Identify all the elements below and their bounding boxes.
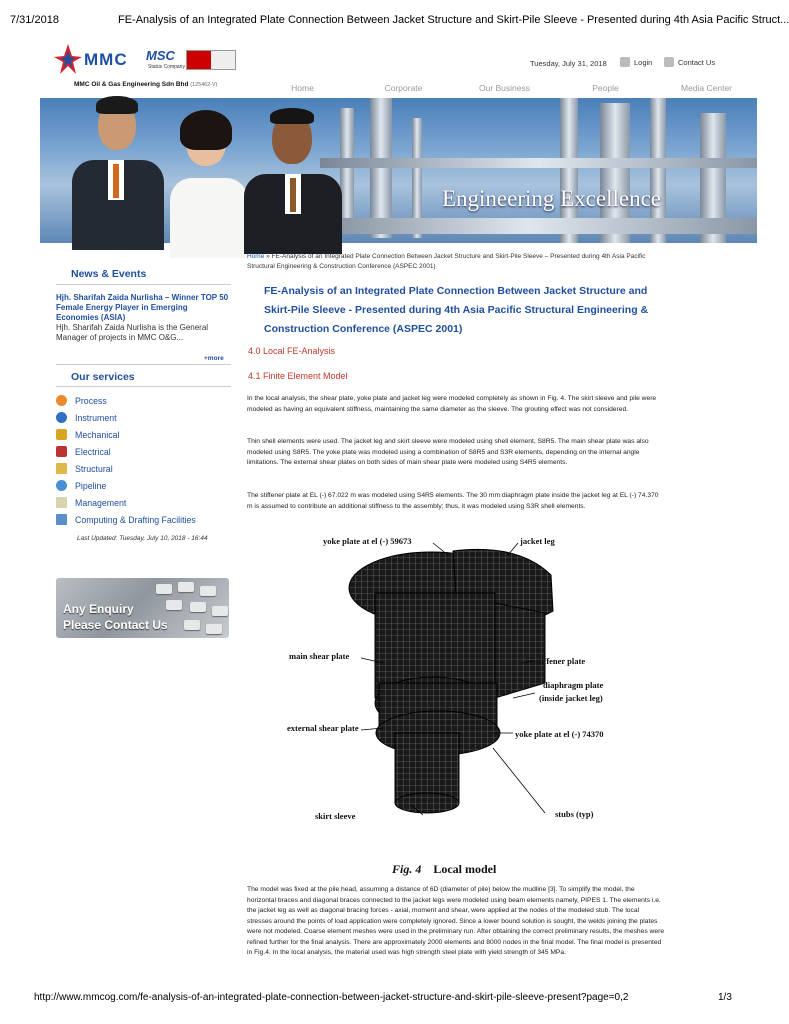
banner-pipe xyxy=(320,158,757,168)
service-management[interactable] xyxy=(56,494,231,511)
structure-icon xyxy=(56,463,67,474)
subsection-heading: 4.1 Finite Element Model xyxy=(248,371,348,381)
service-structural[interactable] xyxy=(56,460,231,477)
login-icon xyxy=(620,57,630,67)
label-yoke-top: yoke plate at el (-) 59673 xyxy=(323,536,412,546)
login-label: Login xyxy=(634,57,653,67)
msc-logo-text: MSC xyxy=(146,48,175,63)
msc-logo-sub: Status Company xyxy=(148,64,185,70)
nav-people[interactable]: People xyxy=(592,83,619,93)
pipeline-icon xyxy=(56,480,67,491)
enquiry-line2: Please Contact Us xyxy=(63,618,168,632)
service-instrument[interactable] xyxy=(56,409,231,426)
banner-person-left xyxy=(68,98,168,243)
service-label: Computing & Drafting Facilities xyxy=(75,514,196,525)
company-name xyxy=(74,81,217,88)
banner-person-middle xyxy=(170,108,250,243)
mmc-star-icon xyxy=(54,44,82,74)
service-label: Electrical xyxy=(75,446,111,457)
contact-us-label: Contact Us xyxy=(678,57,716,67)
print-url: http://www.mmcog.com/fe-analysis-of-an-integrated-plate-connection-between-jacket-structure-and-skirt-pile-sleeve-present?page=0,2 xyxy=(34,992,629,1003)
service-label: Process xyxy=(75,395,107,406)
service-label: Management xyxy=(75,497,127,508)
more-link[interactable]: +more xyxy=(204,355,224,362)
section-heading: 4.0 Local FE-Analysis xyxy=(248,346,336,356)
company-reg: (125462-V) xyxy=(190,82,218,88)
label-main-shear: main shear plate xyxy=(289,651,350,661)
banner-title: Engineering Excellence xyxy=(441,186,661,211)
breadcrumb-current: » FE-Analysis of an Integrated Plate Connection Between Jacket Structure and Skirt-Pile Sleeve – Presented during 4th Asia Pacific Structural Engineering & Construction Conference (ASPEC 2001) xyxy=(247,253,646,270)
paragraph-4: The model was fixed at the pile head, assuming a distance of 6D (diameter of pile) below the mudline [3]. To simplify the model, the horizontal braces and diagonal braces connected to the jacket legs were modeled using beam elements namely, PIPES 1. The elements i.e. the jacket leg as well as diagonal bracing forces - axial, moment and shear, were applied at the nodes of the modeled stub. The local stresses around the points of load application were completely ignored. Since a lower bound solution is sought, the welds joining the plates were not modeled. Coarse element meshes were used in the preliminary run. After obtaining the correct preliminary results, the meshes were refined further for the final analysis. There are approximately 2000 elements and 8000 nodes in the final model. The final model is presented in Fig.4. In the local analysis, the material used was high strength steel plate with yield strength of 345 MPa. xyxy=(247,886,665,956)
computer-icon xyxy=(56,514,67,525)
envelope-icon xyxy=(664,57,674,67)
news-item-title[interactable]: Hjh. Sharifah Zaida Nurlisha – Winner TOP 50 Female Energy Player in Emerging Economies (ASIA) xyxy=(56,293,229,322)
label-yoke-bottom: yoke plate at el (-) 74370 xyxy=(515,729,604,739)
nav-our-business[interactable]: Our Business xyxy=(478,83,531,93)
figure-caption-text: Local model xyxy=(433,862,497,876)
site-logo[interactable] xyxy=(54,42,244,80)
service-label: Instrument xyxy=(75,412,117,423)
label-jacket-leg: jacket leg xyxy=(520,536,555,546)
service-pipeline[interactable] xyxy=(56,477,231,494)
label-stubs: stubs (typ) xyxy=(555,809,594,819)
service-label: Pipeline xyxy=(75,480,107,491)
banner-pipe xyxy=(300,218,757,234)
label-skirt-sleeve: skirt sleeve xyxy=(315,811,356,821)
banner-person-right xyxy=(240,110,345,243)
mmc-logo-text: MMC xyxy=(84,50,128,69)
divider xyxy=(56,284,231,285)
nav-corporate[interactable]: Corporate xyxy=(384,83,423,93)
enquiry-banner[interactable] xyxy=(56,578,229,638)
service-electrical[interactable] xyxy=(56,443,231,460)
service-label: Mechanical xyxy=(75,429,120,440)
document-icon xyxy=(56,497,67,508)
label-stiffener: stiffener plate xyxy=(535,656,586,666)
news-item[interactable] xyxy=(56,293,231,342)
our-services-heading: Our services xyxy=(71,371,135,383)
news-item-desc: Hjh. Sharifah Zaida Nurlisha is the General Manager of projects in MMC O&G... xyxy=(56,323,209,342)
print-page-number: 1/3 xyxy=(718,992,732,1003)
process-icon xyxy=(56,395,67,406)
plug-icon xyxy=(56,446,67,457)
article-title: FE-Analysis of an Integrated Plate Connection Between Jacket Structure and Skirt-Pile Sleeve - Presented during 4th Asia Pacific Structural Engineering & Construction Conference (ASPEC 2001) xyxy=(264,285,649,335)
nav-home[interactable]: Home xyxy=(291,83,314,93)
paragraph-2: Thin shell elements were used. The jacket leg and skirt sleeve were modeled using shell element, S8R5. The main shear plate was also modeled using S8R5. The yoke plate was modeled using a combination of S8R5 and S3R elements, depending on the internal angle limitations. The external shear plates on both sides of main shear plate were modeled using S4R5 elements. xyxy=(247,438,649,466)
service-process[interactable] xyxy=(56,392,231,409)
breadcrumb xyxy=(247,252,662,272)
figure-number: Fig. 4 xyxy=(392,862,422,876)
breadcrumb-home[interactable]: Home xyxy=(247,253,265,260)
label-external-shear: external shear plate xyxy=(287,723,359,733)
print-title: FE-Analysis of an Integrated Plate Connection Between Jacket Structure and Skirt-Pile Sleeve - Presented during 4th Asia Pacific Struct... xyxy=(118,14,789,26)
services-list xyxy=(56,392,231,528)
last-updated: Last Updated: Tuesday, July 10, 2018 - 16:44 xyxy=(77,535,208,542)
nav-media-center[interactable]: Media Center xyxy=(680,83,733,93)
divider xyxy=(56,386,231,387)
header-date: Tuesday, July 31, 2018 xyxy=(530,59,607,68)
service-computing[interactable] xyxy=(56,511,231,528)
label-diaphragm-note: (inside jacket leg) xyxy=(539,693,603,703)
globe-icon xyxy=(56,412,67,423)
certification-badge-icon xyxy=(186,50,236,70)
paragraph-1: In the local analysis, the shear plate, yoke plate and jacket leg were modeled completely as shown in Fig. 4. The skirt sleeve and pile were modeled as having an equivalent stiffness, maintaining the same diameter as the sleeve. The grouting effect was not considered. xyxy=(247,395,657,413)
gear-icon xyxy=(56,429,67,440)
hero-banner xyxy=(40,98,757,243)
news-events-heading: News & Events xyxy=(71,268,147,280)
service-label: Structural xyxy=(75,463,113,474)
company-name-text: MMC Oil & Gas Engineering Sdn Bhd xyxy=(74,81,189,88)
divider xyxy=(56,364,231,365)
figure-caption xyxy=(392,862,496,877)
contact-us-link[interactable] xyxy=(664,57,715,67)
label-diaphragm: diaphragm plate xyxy=(543,680,604,690)
paragraph-3: The stiffener plate at EL (-) 67.022 m was modeled using S4R5 elements. The 30 mm diaphragm plate inside the jacket leg at EL (-) 74.370 m is assumed to contribute an additional stiffness to the assembly; thus, it was modeled using S3R shell elements. xyxy=(247,492,659,510)
login-link[interactable] xyxy=(620,57,652,67)
print-date: 7/31/2018 xyxy=(10,14,59,26)
service-mechanical[interactable] xyxy=(56,426,231,443)
figure-local-model xyxy=(283,533,648,873)
banner-pipe xyxy=(370,98,392,238)
enquiry-line1: Any Enquiry xyxy=(63,602,134,616)
main-nav xyxy=(252,80,757,99)
